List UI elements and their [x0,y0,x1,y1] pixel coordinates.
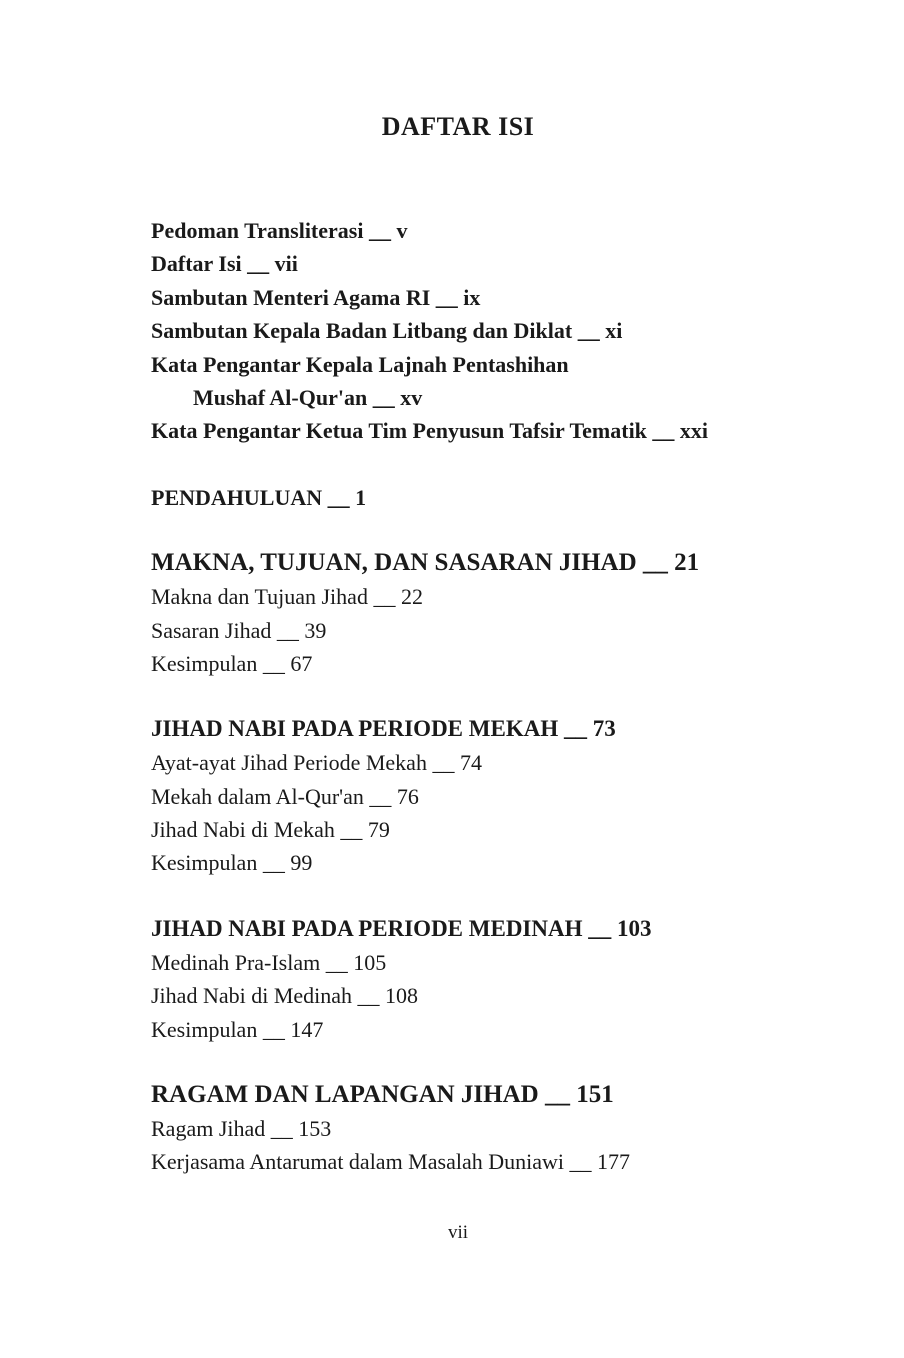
toc-subentry: Kesimpulan __ 67 [151,650,313,676]
chapter-heading-mekah: JIHAD NABI PADA PERIODE MEKAH __ 73 [151,716,616,742]
toc-subentry: Mekah dalam Al-Qur'an __ 76 [151,783,419,809]
toc-entry-sambutan-menteri: Sambutan Menteri Agama RI __ ix [151,284,481,310]
toc-entry-kata-pengantar-lajnah: Kata Pengantar Kepala Lajnah Pentashihan [151,351,569,377]
toc-entry-kata-pengantar-ketua-tim: Kata Pengantar Ketua Tim Penyusun Tafsir Tematik __ xxi [151,418,709,444]
toc-subentry: Kesimpulan __ 99 [151,850,313,876]
table-of-contents [151,214,851,1179]
page-title: DAFTAR ISI [381,112,535,141]
chapter-heading-ragam: RAGAM DAN LAPANGAN JIHAD __ 151 [151,1081,614,1109]
toc-subentry: Kerjasama Antarumat dalam Masalah Duniawi __ 177 [151,1149,630,1175]
toc-subentry: Jihad Nabi di Medinah __ 108 [151,983,419,1009]
page-number: vii [447,1222,469,1243]
toc-subentry: Ragam Jihad __ 153 [151,1116,332,1142]
chapter-heading-makna: MAKNA, TUJUAN, DAN SASARAN JIHAD __ 21 [151,549,700,577]
toc-entry-daftar-isi: Daftar Isi __ vii [151,251,298,277]
toc-subentry: Sasaran Jihad __ 39 [151,617,327,643]
toc-entry-kata-pengantar-lajnah-cont: Mushaf Al-Qur'an __ xv [193,384,423,410]
toc-entry-pedoman-transliterasi: Pedoman Transliterasi __ v [151,218,408,243]
toc-entry-sambutan-kepala-badan: Sambutan Kepala Badan Litbang dan Diklat __ xi [151,318,623,344]
toc-subentry: Makna dan Tujuan Jihad __ 22 [151,584,423,610]
chapter-heading-medinah: JIHAD NABI PADA PERIODE MEDINAH __ 103 [151,915,652,941]
toc-subentry: Jihad Nabi di Mekah __ 79 [151,817,390,843]
toc-subentry: Medinah Pra-Islam __ 105 [151,949,387,975]
toc-subentry: Kesimpulan __ 147 [151,1016,324,1042]
toc-entry-pendahuluan: PENDAHULUAN __ 1 [151,484,367,510]
toc-subentry: Ayat-ayat Jihad Periode Mekah __ 74 [151,750,482,776]
